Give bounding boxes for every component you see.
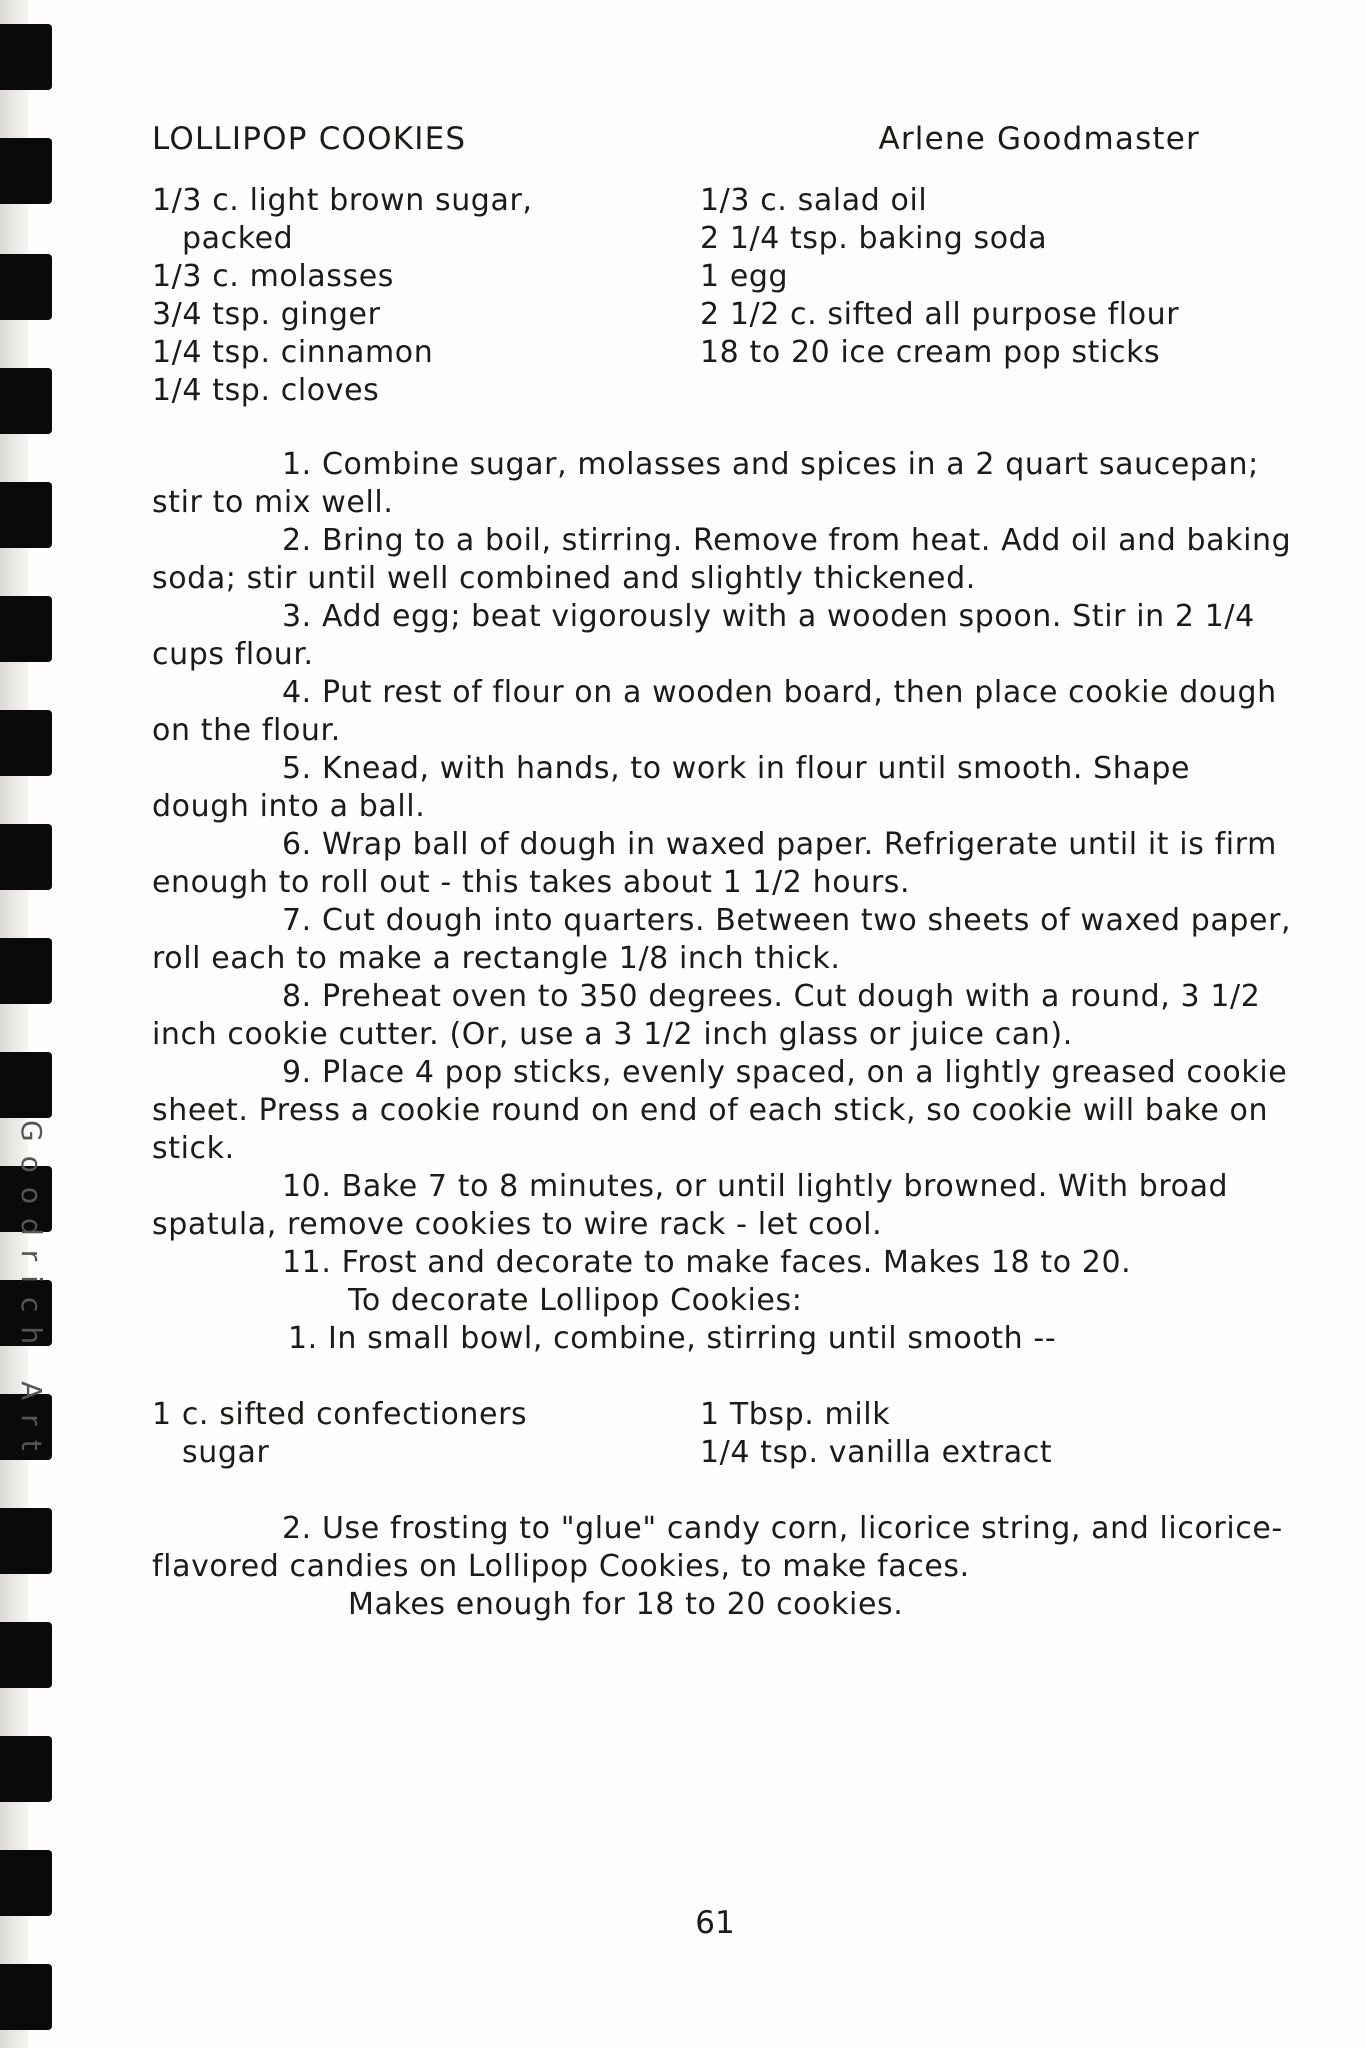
page-number: 61 — [695, 1905, 735, 1941]
ingredients-right-column — [700, 182, 1200, 410]
recipe-content — [152, 120, 1292, 1624]
ingredient-item: 1/4 tsp. cloves — [152, 373, 380, 408]
decorate-step: 2. Use frosting to "glue" candy corn, licorice string, and licorice-flavored candies on Lollipop Cookies, to make faces. — [152, 1511, 1283, 1584]
ingredient-item: 1/3 c. light brown sugar, — [152, 183, 533, 218]
binding-hole — [0, 1964, 52, 2030]
instruction-step: 10. Bake 7 to 8 minutes, or until lightly browned. With broad spatula, remove cookies to wire rack - let cool. — [152, 1169, 1229, 1242]
instruction-step: 6. Wrap ball of dough in waxed paper. Refrigerate until it is firm enough to roll out - this takes about 1 1/2 hours. — [152, 827, 1277, 900]
instruction-step: 11. Frost and decorate to make faces. Makes 18 to 20. — [282, 1245, 1132, 1280]
binding-hole — [0, 1052, 52, 1118]
binding-hole — [0, 1622, 52, 1688]
binding-hole — [0, 482, 52, 548]
instruction-step: 3. Add egg; beat vigorously with a wooden spoon. Stir in 2 1/4 cups flour. — [152, 599, 1255, 672]
instruction-step: 5. Knead, with hands, to work in flour until smooth. Shape dough into a ball. — [152, 751, 1191, 824]
binding-hole — [0, 710, 52, 776]
binding-hole — [0, 596, 52, 662]
instruction-step: 7. Cut dough into quarters. Between two sheets of waxed paper, roll each to make a rectangle 1/8 inch thick. — [152, 903, 1292, 976]
binding-hole — [0, 368, 52, 434]
spiral-binding — [0, 0, 60, 2048]
ingredient-item: 1/4 tsp. cinnamon — [152, 335, 434, 370]
frosting-right-column — [700, 1396, 1200, 1472]
binding-hole — [0, 1736, 52, 1802]
binding-hole — [0, 254, 52, 320]
ingredient-item: 2 1/2 c. sifted all purpose flour — [700, 297, 1180, 332]
instruction-step: 2. Bring to a boil, stirring. Remove from heat. Add oil and baking soda; stir until well combined and slightly thickened. — [152, 523, 1292, 596]
ingredients-list — [152, 182, 1292, 410]
ingredient-item: 18 to 20 ice cream pop sticks — [700, 335, 1161, 370]
frosting-ingredients — [152, 1396, 1292, 1472]
recipe-title: LOLLIPOP COOKIES — [152, 121, 467, 157]
spine-stamp — [14, 1120, 54, 1465]
frosting-item: sugar — [182, 1435, 270, 1470]
yield-note: Makes enough for 18 to 20 cookies. — [348, 1587, 904, 1622]
binding-hole — [0, 938, 52, 1004]
ingredient-item: 1/3 c. salad oil — [700, 183, 928, 218]
frosting-left-column — [152, 1396, 700, 1472]
frosting-item: 1 c. sifted confectioners — [152, 1397, 528, 1432]
recipe-header — [152, 120, 1200, 158]
ingredient-item: 2 1/4 tsp. baking soda — [700, 221, 1048, 256]
spine-stamp-text: Goodrich Art — [15, 1120, 48, 1465]
recipe-author: Arlene Goodmaster — [878, 121, 1200, 157]
instruction-step: 1. Combine sugar, molasses and spices in a 2 quart saucepan; stir to mix well. — [152, 447, 1259, 520]
decorate-instructions — [152, 1510, 1292, 1624]
ingredient-item: 1/3 c. molasses — [152, 259, 395, 294]
frosting-item: 1/4 tsp. vanilla extract — [700, 1435, 1053, 1470]
instruction-step: 8. Preheat oven to 350 degrees. Cut dough with a round, 3 1/2 inch cookie cutter. (Or, use a 3 1/2 inch glass or juice can). — [152, 979, 1261, 1052]
binding-hole — [0, 824, 52, 890]
decorate-step: 1. In small bowl, combine, stirring until smooth -- — [288, 1321, 1057, 1356]
instruction-step: 4. Put rest of flour on a wooden board, then place cookie dough on the flour. — [152, 675, 1277, 748]
binding-hole — [0, 1508, 52, 1574]
ingredient-item: 1 egg — [700, 259, 789, 294]
decorate-heading: To decorate Lollipop Cookies: — [348, 1283, 803, 1318]
instruction-step: 9. Place 4 pop sticks, evenly spaced, on a lightly greased cookie sheet. Press a cookie round on end of each stick, so cookie will bake on stick. — [152, 1055, 1288, 1166]
ingredient-item: packed — [182, 221, 294, 256]
frosting-item: 1 Tbsp. milk — [700, 1397, 891, 1432]
binding-hole — [0, 24, 52, 90]
ingredient-item: 3/4 tsp. ginger — [152, 297, 381, 332]
instruction-steps — [152, 446, 1292, 1358]
binding-hole — [0, 138, 52, 204]
ingredients-left-column — [152, 182, 700, 410]
